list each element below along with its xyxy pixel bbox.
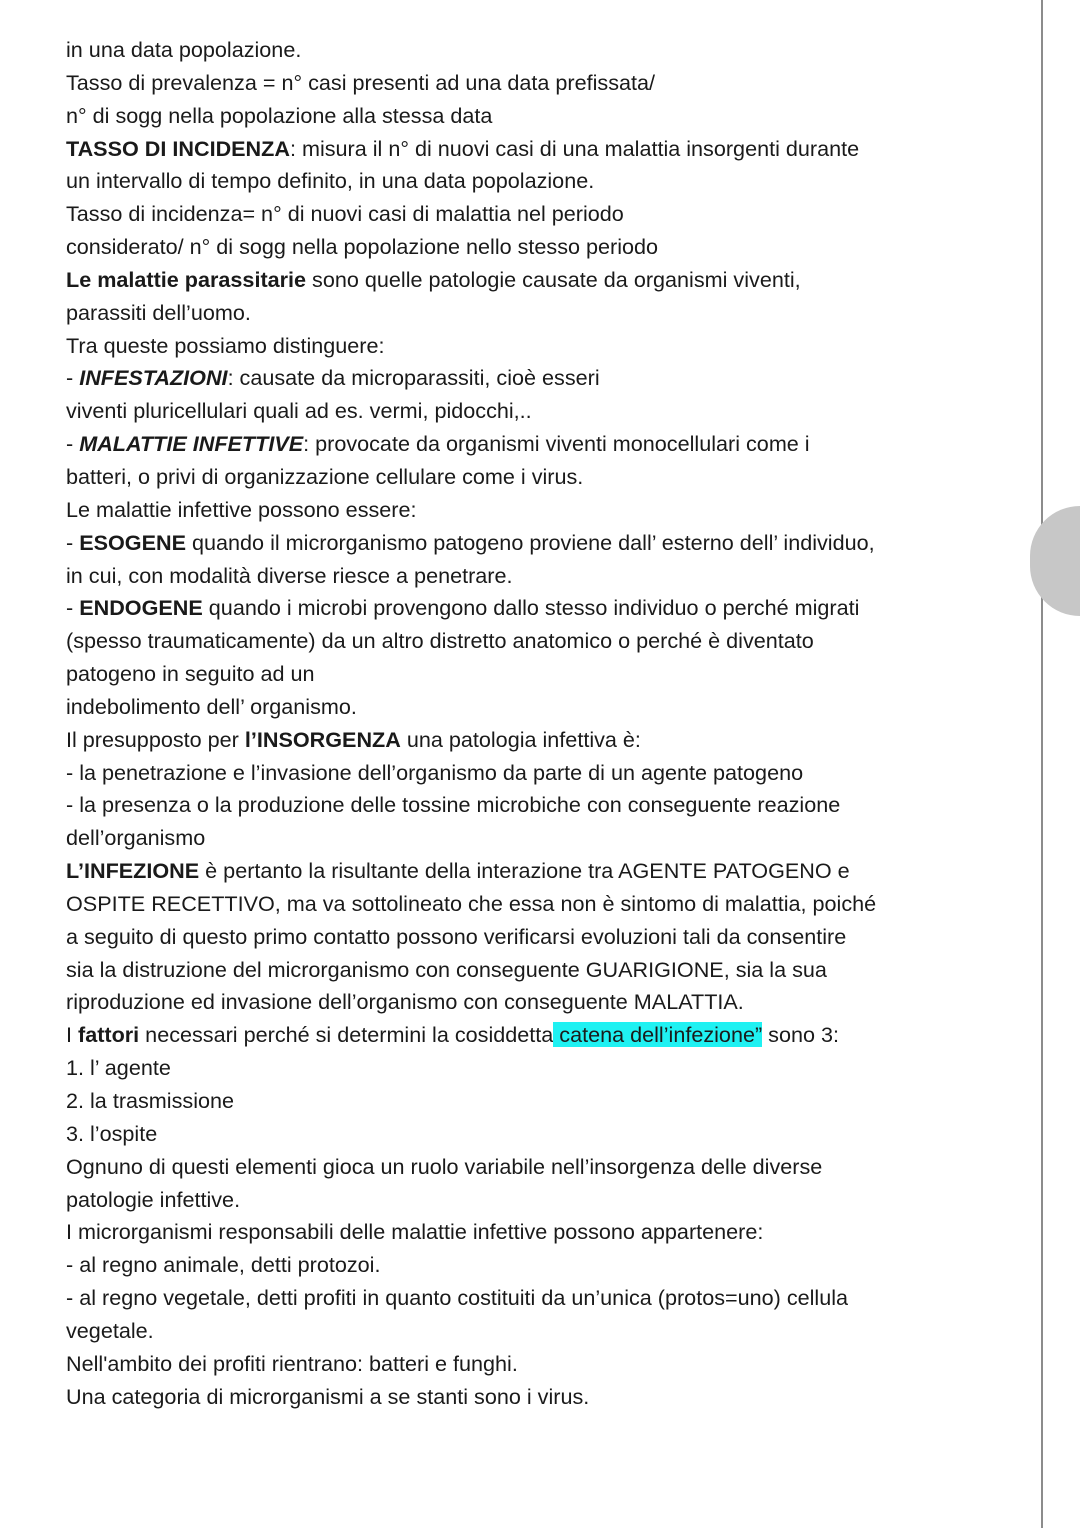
- text-line: OSPITE RECETTIVO, ma va sottolineato che essa non è sintomo di malattia, poiché: [66, 890, 877, 916]
- term-insorgenza: l’INSORGENZA: [244, 726, 401, 752]
- text-line: Tasso di prevalenza = n° casi presenti ad una data prefissata/: [66, 69, 656, 95]
- text-line: - MALATTIE INFETTIVE: provocate da organismi viventi monocellulari come i: [66, 431, 810, 457]
- text-line: Tra queste possiamo distinguere:: [66, 332, 385, 358]
- text-line: in una data popolazione.: [66, 37, 302, 62]
- text-line: - la presenza o la produzione delle tossine microbiche con conseguente reazione: [66, 792, 841, 818]
- text-line: Le malattie parassitarie sono quelle patologie causate da organismi viventi,: [66, 266, 801, 292]
- text-line: - al regno animale, detti protozoi.: [66, 1252, 381, 1278]
- term-malattie-parassitarie: Le malattie parassitarie: [66, 266, 307, 292]
- highlighted-text: catena dell’infezione”: [553, 1022, 763, 1048]
- text-line: sia la distruzione del microrganismo con conseguente GUARIGIONE, sia la sua: [66, 956, 827, 982]
- page-edge-divider: [1041, 0, 1043, 1528]
- term-infestazioni: INFESTAZIONI: [79, 365, 228, 391]
- text-line: Il presupposto per l’INSORGENZA una patologia infettiva è:: [66, 726, 641, 752]
- term-esogene: ESOGENE: [79, 529, 187, 555]
- text-line: Tasso di incidenza= n° di nuovi casi di malattia nel periodo: [66, 201, 624, 227]
- text-line: Ognuno di questi elementi gioca un ruolo variabile nell’insorgenza delle diverse: [66, 1153, 823, 1179]
- list-item: 1. l’ agente: [66, 1055, 171, 1081]
- text-line: indebolimento dell’ organismo.: [66, 693, 357, 719]
- text-line: batteri, o privi di organizzazione cellulare come i virus.: [66, 463, 584, 489]
- text-line: parassiti dell’uomo.: [66, 299, 251, 325]
- text-line: a seguito di questo primo contatto possono verificarsi evoluzioni tali da consentire: [66, 923, 847, 949]
- term-infezione: L’INFEZIONE: [66, 858, 200, 884]
- text-line: vegetale.: [66, 1317, 154, 1343]
- scroll-handle[interactable]: [1030, 506, 1080, 616]
- text-line: patogeno in seguito ad un: [66, 661, 315, 687]
- term-tasso-di-incidenza: TASSO DI INCIDENZA: [66, 135, 290, 161]
- text-line: Le malattie infettive possono essere:: [66, 496, 417, 522]
- text-line: - la penetrazione e l’invasione dell’organismo da parte di un agente patogeno: [66, 759, 804, 785]
- term-malattie-infettive: MALATTIE INFETTIVE: [79, 431, 304, 457]
- list-item: 2. la trasmissione: [66, 1088, 235, 1113]
- text-line: un intervallo di tempo definito, in una data popolazione.: [66, 168, 595, 194]
- list-item: 3. l’ospite: [66, 1120, 158, 1146]
- text-line: - INFESTAZIONI: causate da microparassiti, cioè esseri: [66, 365, 600, 391]
- term-endogene: ENDOGENE: [79, 595, 203, 621]
- text-line: n° di sogg nella popolazione alla stessa data: [66, 102, 493, 128]
- text-line: I fattori necessari perché si determini la cosiddetta catena dell’infezione” sono 3:: [66, 1022, 839, 1048]
- text-line: I microrganismi responsabili delle malattie infettive possono appartenere:: [66, 1219, 764, 1245]
- text-line: L’INFEZIONE è pertanto la risultante della interazione tra AGENTE PATOGENO e: [66, 858, 850, 884]
- text-line: (spesso traumaticamente) da un altro distretto anatomico o perché è diventato: [66, 628, 814, 654]
- text-line: considerato/ n° di sogg nella popolazione nello stesso periodo: [66, 234, 659, 260]
- text-line: dell’organismo: [66, 825, 206, 851]
- text-line: Una categoria di microrganismi a se stanti sono i virus.: [66, 1383, 590, 1409]
- term-fattori: fattori: [78, 1022, 140, 1048]
- text-line: in cui, con modalità diverse riesce a penetrare.: [66, 562, 513, 588]
- text-line: riproduzione ed invasione dell’organismo con conseguente MALATTIA.: [66, 989, 744, 1015]
- text-line: patologie infettive.: [66, 1186, 241, 1212]
- text-line: Nell'ambito dei profiti rientrano: batteri e funghi.: [66, 1350, 518, 1376]
- text-line: viventi pluricellulari quali ad es. vermi, pidocchi,..: [66, 398, 532, 424]
- text-line: - al regno vegetale, detti profiti in quanto costituiti da un’unica (protos=uno) cellula: [66, 1285, 849, 1311]
- text-line: - ESOGENE quando il microrganismo patogeno proviene dall’ esterno dell’ individuo,: [66, 529, 875, 555]
- document-text: [66, 34, 996, 1413]
- text-line: - ENDOGENE quando i microbi provengono dallo stesso individuo o perché migrati: [66, 595, 860, 621]
- text-line: TASSO DI INCIDENZA: misura il n° di nuovi casi di una malattia insorgenti durante: [66, 135, 860, 161]
